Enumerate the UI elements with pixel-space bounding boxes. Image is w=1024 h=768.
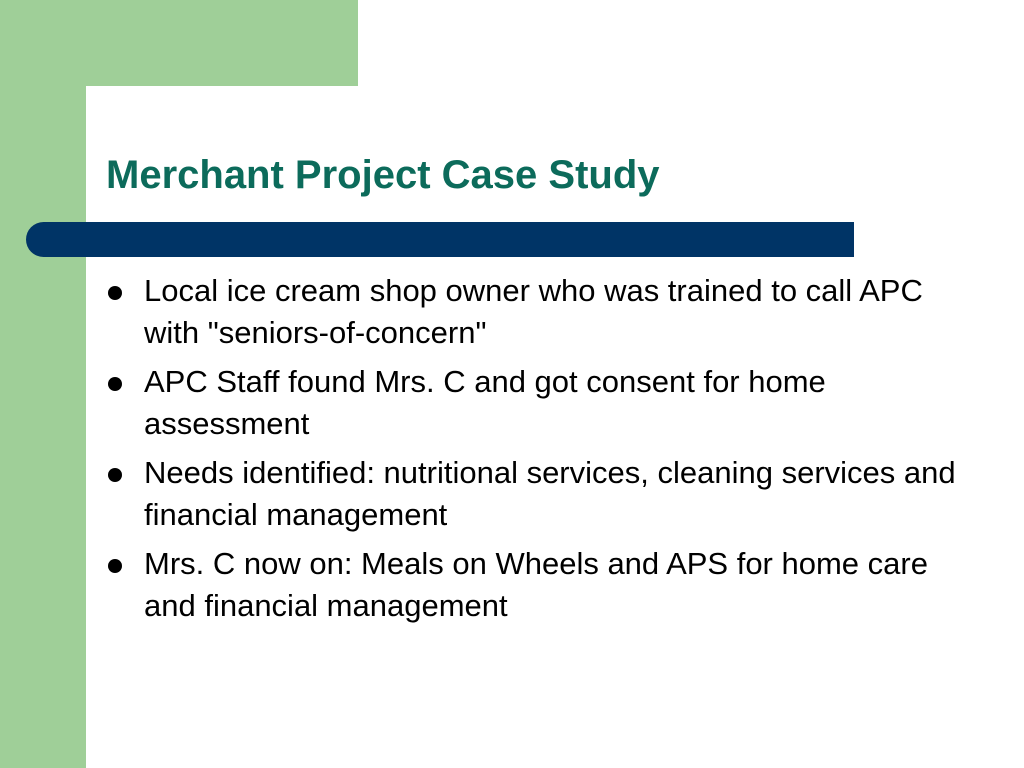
- green-top-decoration: [0, 0, 358, 86]
- bullet-item-4: [105, 543, 965, 627]
- green-sidebar-decoration: [0, 0, 86, 768]
- slide-title: Merchant Project Case Study: [106, 153, 660, 197]
- bullet-text: Mrs. C now on: Meals on Wheels and APS for home care and financial management: [144, 546, 928, 623]
- bullet-icon: [108, 559, 122, 573]
- bullet-icon: [108, 377, 122, 391]
- bullet-item-2: [105, 361, 965, 445]
- title-underline-bar: [26, 222, 854, 257]
- bullet-text: APC Staff found Mrs. C and got consent for home assessment: [144, 364, 826, 441]
- bullet-item-3: [105, 452, 965, 536]
- bullet-icon: [108, 286, 122, 300]
- bullet-icon: [108, 468, 122, 482]
- bullet-text: Local ice cream shop owner who was trained to call APC with "seniors-of-concern": [144, 273, 923, 350]
- content-rounded-corner: [86, 86, 146, 146]
- bullet-list: [105, 270, 965, 634]
- bullet-item-1: [105, 270, 965, 354]
- bullet-text: Needs identified: nutritional services, cleaning services and financial management: [144, 455, 956, 532]
